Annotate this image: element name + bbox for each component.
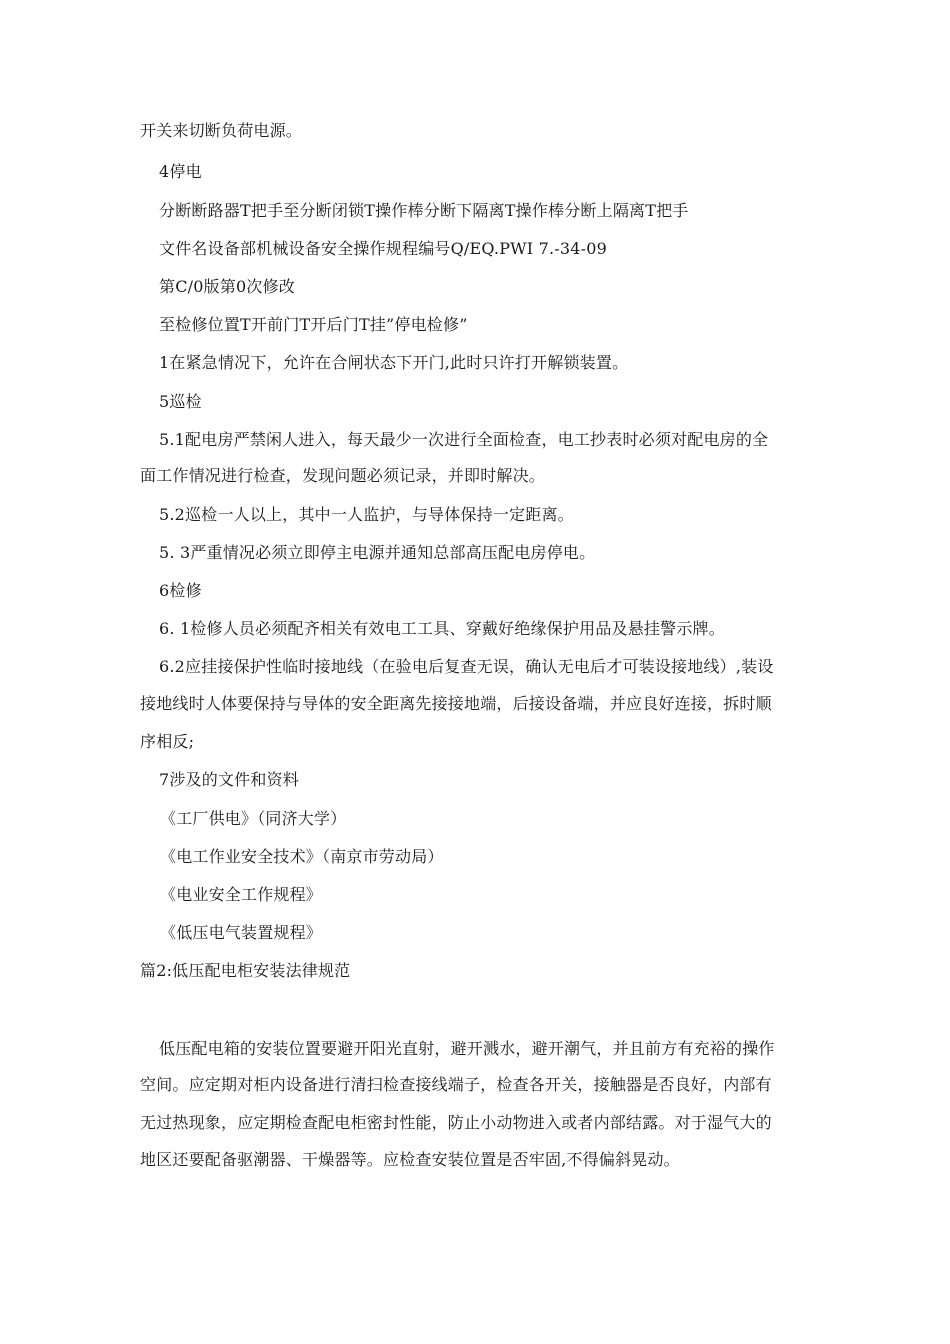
text-line: 5. 3严重情况必须立即停主电源并通知总部高压配电房停电。 (159, 543, 596, 562)
section-heading: 4停电 (159, 162, 202, 181)
section-heading: 7涉及的文件和资料 (159, 770, 299, 789)
text-line: 第C/0版第0次修改 (159, 277, 295, 296)
text-line: 面工作情况进行检查，发现问题必须记录，并即时解决。 (140, 466, 546, 485)
reference-item: 《工厂供电》（同济大学） (160, 809, 347, 828)
text-line: 文件名设备部机械设备安全操作规程编号Q/EQ.PWI 7.-34-09 (159, 239, 608, 258)
section-heading: 5巡检 (159, 392, 202, 411)
section-heading: 6检修 (159, 581, 202, 600)
text-line: 开关来切断负荷电源。 (140, 121, 303, 140)
text-line: 无过热现象，应定期检查配电柜密封性能，防止小动物进入或者内部结露。对于湿气大的 (140, 1113, 772, 1132)
text-line: 接地线时人体要保持与导体的安全距离先接接地端，后接设备端，并应良好连接，拆时顺 (140, 694, 772, 713)
chapter-title: 篇2:低压配电柜安装法律规范 (140, 961, 351, 980)
reference-item: 《电工作业安全技术》（南京市劳动局） (160, 847, 444, 866)
text-line: 至检修位置T开前门T开后门T挂”停电检修” (159, 315, 468, 334)
text-line: 5.2巡检一人以上，其中一人监护，与导体保持一定距离。 (159, 505, 574, 524)
text-line: 6.2应挂接保护性临时接地线（在验电后复查无误，确认无电后才可装设接地线）,装设 (159, 657, 774, 676)
text-line: 序相反; (140, 732, 195, 751)
text-line: 1在紧急情况下，允许在合闸状态下开门,此时只许打开解锁装置。 (159, 353, 629, 372)
text-line: 低压配电箱的安装位置要避开阳光直射，避开溅水，避开潮气，并且前方有充裕的操作 (159, 1039, 775, 1058)
text-line: 地区还要配备驱潮器、干燥器等。应检查安装位置是否牢固,不得偏斜晃动。 (140, 1150, 680, 1169)
text-line: 5.1配电房严禁闲人进入，每天最少一次进行全面检查，电工抄表时必须对配电房的全 (159, 430, 769, 449)
reference-item: 《低压电气装置规程》 (160, 923, 323, 942)
text-line: 6. 1检修人员必须配齐相关有效电工工具、穿戴好绝缘保护用品及悬挂警示牌。 (159, 619, 725, 638)
text-line: 空间。应定期对柜内设备进行清扫检查接线端子，检查各开关，接触器是否良好，内部有 (140, 1075, 772, 1094)
text-line: 分断断路器T把手至分断闭锁T操作棒分断下隔离T操作棒分断上隔离T把手 (159, 201, 689, 220)
reference-item: 《电业安全工作规程》 (160, 885, 323, 904)
